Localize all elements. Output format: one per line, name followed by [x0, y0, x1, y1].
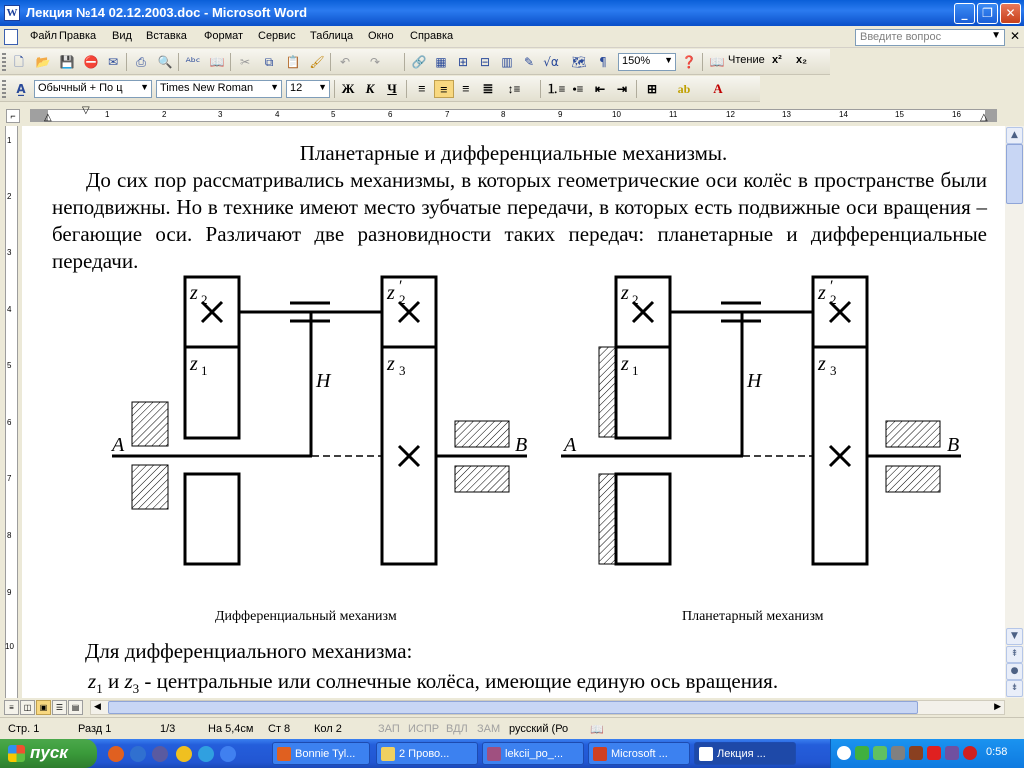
permission-icon[interactable]: ⛔	[83, 55, 99, 69]
ruler-number: 9	[558, 110, 563, 119]
task-label: lekcii_po_...	[505, 748, 564, 760]
label-z2: z	[621, 282, 629, 304]
label-z1: z	[621, 353, 629, 375]
label-z2prime: z	[818, 282, 826, 304]
align-right-icon[interactable]: ≡	[462, 81, 470, 96]
hyperlink-icon[interactable]: 🔗	[411, 55, 427, 69]
ruler-number: 1	[105, 110, 110, 119]
outline-view-icon[interactable]: ☰	[52, 700, 67, 715]
styles-formatting-icon[interactable]: A̲	[16, 82, 26, 96]
status-position: На 5,4см	[208, 723, 254, 735]
horizontal-ruler[interactable]	[0, 104, 1024, 126]
reading-button-label[interactable]: Чтение	[728, 54, 765, 66]
ruler-number: 14	[839, 110, 848, 119]
archive-icon	[487, 747, 501, 761]
spelling-icon[interactable]: ᴬᵇᶜ	[185, 55, 201, 69]
frame-hatch-right-bottom	[886, 466, 940, 492]
help-question-input[interactable]	[855, 29, 1005, 46]
vertical-scroll-thumb[interactable]	[1006, 144, 1023, 204]
task-lekcii[interactable]	[482, 742, 584, 765]
status-pages: 1/3	[160, 723, 176, 735]
ruler-number: 5	[331, 110, 336, 119]
clock[interactable]: 0:58	[986, 746, 1008, 758]
tray-app-icon[interactable]	[945, 746, 959, 760]
label-z3-sub: 3	[830, 363, 837, 378]
vruler-number: 1	[7, 136, 12, 145]
label-z2-sub: 2	[632, 292, 639, 307]
label-z1-sub: 1	[201, 363, 208, 378]
font-size-select[interactable]	[286, 80, 330, 98]
underline-button[interactable]: Ч	[387, 81, 397, 96]
ruler-number: 12	[726, 110, 735, 119]
tray-network-icon[interactable]	[855, 746, 869, 760]
font-size-value: 12	[290, 82, 303, 94]
task-label: Microsoft ...	[611, 748, 668, 760]
equation-icon[interactable]: √α	[543, 55, 559, 69]
show-desktop-icon[interactable]	[220, 746, 236, 762]
p3-z1: z	[88, 669, 97, 693]
toolbar-separator	[540, 80, 541, 98]
task-microsoft[interactable]	[588, 742, 690, 765]
ruler-number: 16	[952, 110, 961, 119]
menu-help[interactable]: Справка	[410, 30, 454, 42]
vruler-number: 7	[7, 474, 12, 483]
tables-borders-icon[interactable]: ▦	[435, 55, 447, 69]
toolbar-separator	[406, 80, 407, 98]
font-value: Times New Roman	[160, 82, 254, 94]
new-document-icon[interactable]: 🗋	[14, 55, 24, 69]
label-z2prime-sub: 2	[399, 292, 406, 307]
vertical-scrollbar[interactable]	[1005, 126, 1024, 698]
task-label: 2 Прово...	[399, 748, 450, 760]
document-icon[interactable]	[4, 29, 18, 45]
media-player-icon[interactable]	[152, 746, 168, 762]
normal-view-icon[interactable]: ≡	[4, 700, 19, 715]
toolbar-separator	[330, 53, 331, 71]
standard-toolbar	[0, 49, 830, 75]
toolbar-separator	[404, 53, 405, 71]
left-indent-marker[interactable]: △	[44, 112, 52, 123]
label-a: A	[112, 434, 125, 456]
system-tray	[830, 739, 1024, 768]
print-layout-icon[interactable]: ▣	[36, 700, 51, 715]
gear-z1-fixed-lower-block	[616, 474, 670, 564]
toolbar-separator	[334, 80, 335, 98]
align-center-icon[interactable]: ≡	[434, 80, 454, 98]
p3-z3-sub: 3	[132, 681, 140, 697]
taskbar	[0, 739, 1024, 768]
toolbar-separator	[636, 80, 637, 98]
label-z2prime-mark: ′	[830, 278, 834, 295]
horizontal-scroll-thumb[interactable]	[108, 701, 918, 714]
next-page-icon[interactable]: ⇟	[1006, 680, 1023, 697]
label-z1: z	[190, 353, 198, 375]
ruler-track[interactable]	[30, 109, 995, 122]
superscript-button[interactable]: x²	[772, 54, 782, 66]
chevron-down-icon[interactable]: ▼	[664, 55, 673, 65]
folder-icon	[381, 747, 395, 761]
research-icon[interactable]: 📖	[209, 55, 225, 69]
title-bar	[0, 0, 1024, 26]
label-h: H	[316, 370, 331, 392]
horizontal-scrollbar-area	[0, 698, 1024, 717]
planetary-mechanism-diagram	[559, 269, 989, 569]
highlight-icon[interactable]: ab	[677, 82, 691, 96]
vruler-number: 3	[7, 248, 12, 257]
save-icon[interactable]: 💾	[59, 55, 75, 69]
internet-explorer-icon[interactable]	[198, 746, 214, 762]
word-app-icon[interactable]: W	[4, 5, 20, 21]
scroll-up-icon[interactable]: ▲	[1006, 127, 1023, 144]
windows-flag-icon	[8, 745, 25, 762]
menu-file[interactable]: Файл	[30, 30, 58, 42]
paragraph-differential-intro: Для дифференциального механизма:	[85, 639, 413, 663]
tab-selector[interactable]: ⌐	[6, 109, 20, 123]
ruler-number: 6	[388, 110, 393, 119]
toolbar-separator	[126, 53, 127, 71]
ruler-number: 7	[445, 110, 450, 119]
status-page: Стр. 1	[8, 723, 40, 735]
decrease-indent-icon[interactable]: ⇤	[594, 82, 606, 96]
tray-speaker-icon[interactable]	[891, 746, 905, 760]
spelling-status-icon[interactable]: 📖	[590, 724, 604, 736]
status-record[interactable]: ЗАП	[378, 723, 400, 735]
right-indent-marker[interactable]: △	[980, 112, 988, 123]
status-overtype[interactable]: ЗАМ	[477, 723, 501, 735]
cut-icon[interactable]: ✂	[239, 55, 251, 69]
tray-shield-icon[interactable]	[963, 746, 977, 760]
format-painter-icon[interactable]: 🖌	[309, 55, 325, 69]
toolbar-grip[interactable]	[2, 53, 6, 71]
toolbar-separator	[230, 53, 231, 71]
font-select[interactable]	[156, 80, 282, 98]
ruler-number: 11	[669, 110, 678, 119]
status-language: русский (Ро	[509, 723, 569, 735]
frame-hatch-left-bottom	[132, 465, 168, 509]
toolbar-grip[interactable]	[2, 80, 6, 98]
ruler-number: 8	[501, 110, 506, 119]
powerpoint-icon	[593, 747, 607, 761]
ruler-number: 10	[612, 110, 621, 119]
frame-hatch-right-top	[455, 421, 509, 447]
label-b: B	[947, 434, 960, 456]
drawing-icon[interactable]: ✎	[523, 55, 535, 69]
chevron-down-icon[interactable]: ▼	[991, 30, 1001, 41]
start-label: пуск	[30, 743, 68, 762]
vertical-ruler-track[interactable]	[5, 126, 18, 698]
status-section: Разд 1	[78, 723, 112, 735]
vruler-number: 5	[7, 361, 12, 370]
caption-differential: Дифференциальный механизм	[215, 609, 397, 624]
previous-page-icon[interactable]: ⇞	[1006, 646, 1023, 663]
task-explorer-group[interactable]	[376, 742, 478, 765]
ruler-number: 2	[162, 110, 167, 119]
label-z3-sub: 3	[399, 363, 406, 378]
scroll-left-icon[interactable]: ◀	[94, 701, 101, 711]
tray-app-icon[interactable]	[873, 746, 887, 760]
toolbar-separator	[178, 53, 179, 71]
vruler-number: 10	[5, 642, 14, 651]
scroll-right-icon[interactable]: ▶	[994, 701, 1001, 711]
p3-and: и	[107, 669, 120, 693]
menu-insert[interactable]: Вставка	[146, 30, 187, 42]
minimize-button[interactable]: _	[954, 3, 975, 24]
line-spacing-icon[interactable]: ↕≡	[507, 82, 521, 96]
borders-icon[interactable]: ⊞	[646, 82, 658, 96]
menu-format[interactable]: Формат	[204, 30, 244, 42]
help-icon[interactable]: ❓	[681, 55, 697, 69]
style-value: Обычный + По ц	[38, 82, 123, 94]
undo-icon[interactable]: ↶	[339, 55, 351, 69]
vertical-ruler[interactable]	[0, 126, 22, 698]
frame-hatch-left-top	[132, 402, 168, 446]
menu-table[interactable]: Таблица	[310, 30, 354, 42]
justify-icon[interactable]: ≣	[482, 81, 494, 96]
vruler-number: 9	[7, 588, 12, 597]
word-icon	[699, 747, 713, 761]
font-color-icon[interactable]: A	[713, 81, 723, 96]
caption-planetary: Планетарный механизм	[682, 609, 824, 624]
label-z2prime-mark: ′	[399, 278, 403, 295]
reading-layout-icon[interactable]: 📖	[709, 55, 725, 69]
firefox-icon	[277, 747, 291, 761]
help-placeholder: Введите вопрос	[860, 31, 942, 43]
status-bar	[0, 717, 1024, 739]
show-hide-icon[interactable]: ¶	[599, 55, 607, 69]
align-left-icon[interactable]: ≡	[418, 81, 426, 96]
close-button[interactable]: ✕	[1000, 3, 1021, 24]
document-close-icon[interactable]: ✕	[1010, 29, 1021, 43]
reading-view-icon[interactable]: ▤	[68, 700, 83, 715]
columns-icon[interactable]: ▥	[501, 55, 513, 69]
status-column: Кол 2	[314, 723, 342, 735]
menu-view[interactable]: Вид	[112, 30, 132, 42]
fixed-frame-hatch-bottom	[599, 474, 616, 564]
ruler-number: 4	[275, 110, 280, 119]
browse-object-icon[interactable]: ●	[1006, 663, 1023, 680]
menu-window[interactable]: Окно	[368, 30, 394, 42]
zoom-value: 150%	[622, 55, 651, 67]
browser-icon[interactable]	[130, 746, 146, 762]
menu-edit[interactable]: Правка	[59, 30, 97, 42]
ruler-number: 13	[782, 110, 791, 119]
gear-z1-lower-block	[185, 474, 239, 564]
increase-indent-icon[interactable]: ⇥	[616, 82, 628, 96]
numbering-icon[interactable]: ⒈≡	[546, 82, 566, 96]
paste-icon[interactable]: 📋	[285, 55, 301, 69]
status-extend[interactable]: ВДЛ	[446, 723, 468, 735]
task-bonnie-tyler[interactable]	[272, 742, 370, 765]
start-button[interactable]	[0, 739, 97, 768]
tray-antivirus-icon[interactable]	[927, 746, 941, 760]
task-label: Лекция ...	[717, 748, 766, 760]
label-z1-sub: 1	[632, 363, 639, 378]
label-z3: z	[818, 353, 826, 375]
label-z2prime: z	[387, 282, 395, 304]
vruler-number: 2	[7, 192, 12, 201]
vruler-number: 6	[7, 418, 12, 427]
status-track-changes[interactable]: ИСПР	[408, 723, 440, 735]
intro-paragraph: До сих пор рассматривались механизмы, в которых геометрические оси колёс в пространстве были неподвижны. Но в технике имеют место зубчатые передачи, в которых есть подвижные оси вращения – бегающие оси. Различают две разновидности таких передач: планетарные и дифференциальные передачи.	[52, 168, 987, 273]
document-heading: Планетарные и дифференциальные механизмы.	[299, 141, 728, 165]
subscript-button[interactable]: x₂	[796, 54, 808, 66]
insert-table-icon[interactable]: ⊞	[457, 55, 469, 69]
chevron-down-icon[interactable]: ▼	[140, 82, 149, 92]
label-b: B	[515, 434, 528, 456]
frame-hatch-right-top	[886, 421, 940, 447]
insert-excel-icon[interactable]: ⊟	[479, 55, 491, 69]
differential-mechanism-diagram	[102, 269, 532, 569]
vruler-number: 8	[7, 531, 12, 540]
bullets-icon[interactable]: •≡	[572, 82, 584, 96]
bold-button[interactable]: Ж	[341, 81, 355, 96]
fixed-frame-hatch-top	[599, 347, 616, 437]
web-view-icon[interactable]: ◫	[20, 700, 35, 715]
tray-arrow-icon[interactable]	[837, 746, 851, 760]
italic-button[interactable]: К	[365, 81, 375, 96]
label-h: H	[747, 370, 762, 392]
print-icon[interactable]: ⎙	[136, 55, 146, 69]
p3-z1-sub: 1	[96, 681, 103, 697]
email-icon[interactable]: ✉	[107, 55, 119, 69]
restore-button[interactable]: ❐	[977, 3, 998, 24]
redo-icon[interactable]: ↷	[369, 55, 381, 69]
p3-z3: z	[124, 669, 133, 693]
document-map-icon[interactable]: 🗺	[571, 55, 587, 69]
chevron-down-icon[interactable]: ▼	[270, 82, 279, 92]
horizontal-scrollbar[interactable]	[90, 700, 1005, 715]
frame-hatch-right-bottom	[455, 466, 509, 492]
style-select[interactable]	[34, 80, 152, 98]
label-z2-sub: 2	[201, 292, 208, 307]
vruler-number: 4	[7, 305, 12, 314]
toolbar-separator	[702, 53, 703, 71]
zoom-select[interactable]	[618, 53, 676, 71]
print-preview-icon[interactable]: 🔍	[157, 55, 173, 69]
chevron-down-icon[interactable]: ▼	[318, 82, 327, 92]
label-a: A	[564, 434, 577, 456]
label-z3: z	[387, 353, 395, 375]
firefox-icon[interactable]	[108, 746, 124, 762]
formatting-toolbar	[0, 76, 760, 102]
status-line: Ст 8	[268, 723, 291, 735]
ruler-number: 3	[218, 110, 223, 119]
paragraph-central-gears	[88, 668, 778, 698]
scroll-down-icon[interactable]: ▼	[1006, 628, 1023, 645]
clock-app-icon[interactable]	[176, 746, 192, 762]
label-z2prime-sub: 2	[830, 292, 837, 307]
menu-tools[interactable]: Сервис	[258, 30, 296, 42]
ruler-number: 15	[895, 110, 904, 119]
label-z2: z	[190, 282, 198, 304]
task-label: Bonnie Tyl...	[295, 748, 356, 760]
first-line-indent-marker[interactable]: ▽	[82, 105, 90, 116]
window-title: Лекция №14 02.12.2003.doc - Microsoft Word	[26, 5, 308, 20]
p3-rest: - центральные или солнечные колёса, имеющие единую ось вращения.	[144, 669, 779, 693]
task-lecture-doc[interactable]	[694, 742, 796, 765]
document-page[interactable]	[22, 126, 1005, 698]
open-folder-icon[interactable]: 📂	[35, 55, 51, 69]
copy-icon[interactable]: ⧉	[264, 55, 274, 69]
tray-app-icon[interactable]	[909, 746, 923, 760]
